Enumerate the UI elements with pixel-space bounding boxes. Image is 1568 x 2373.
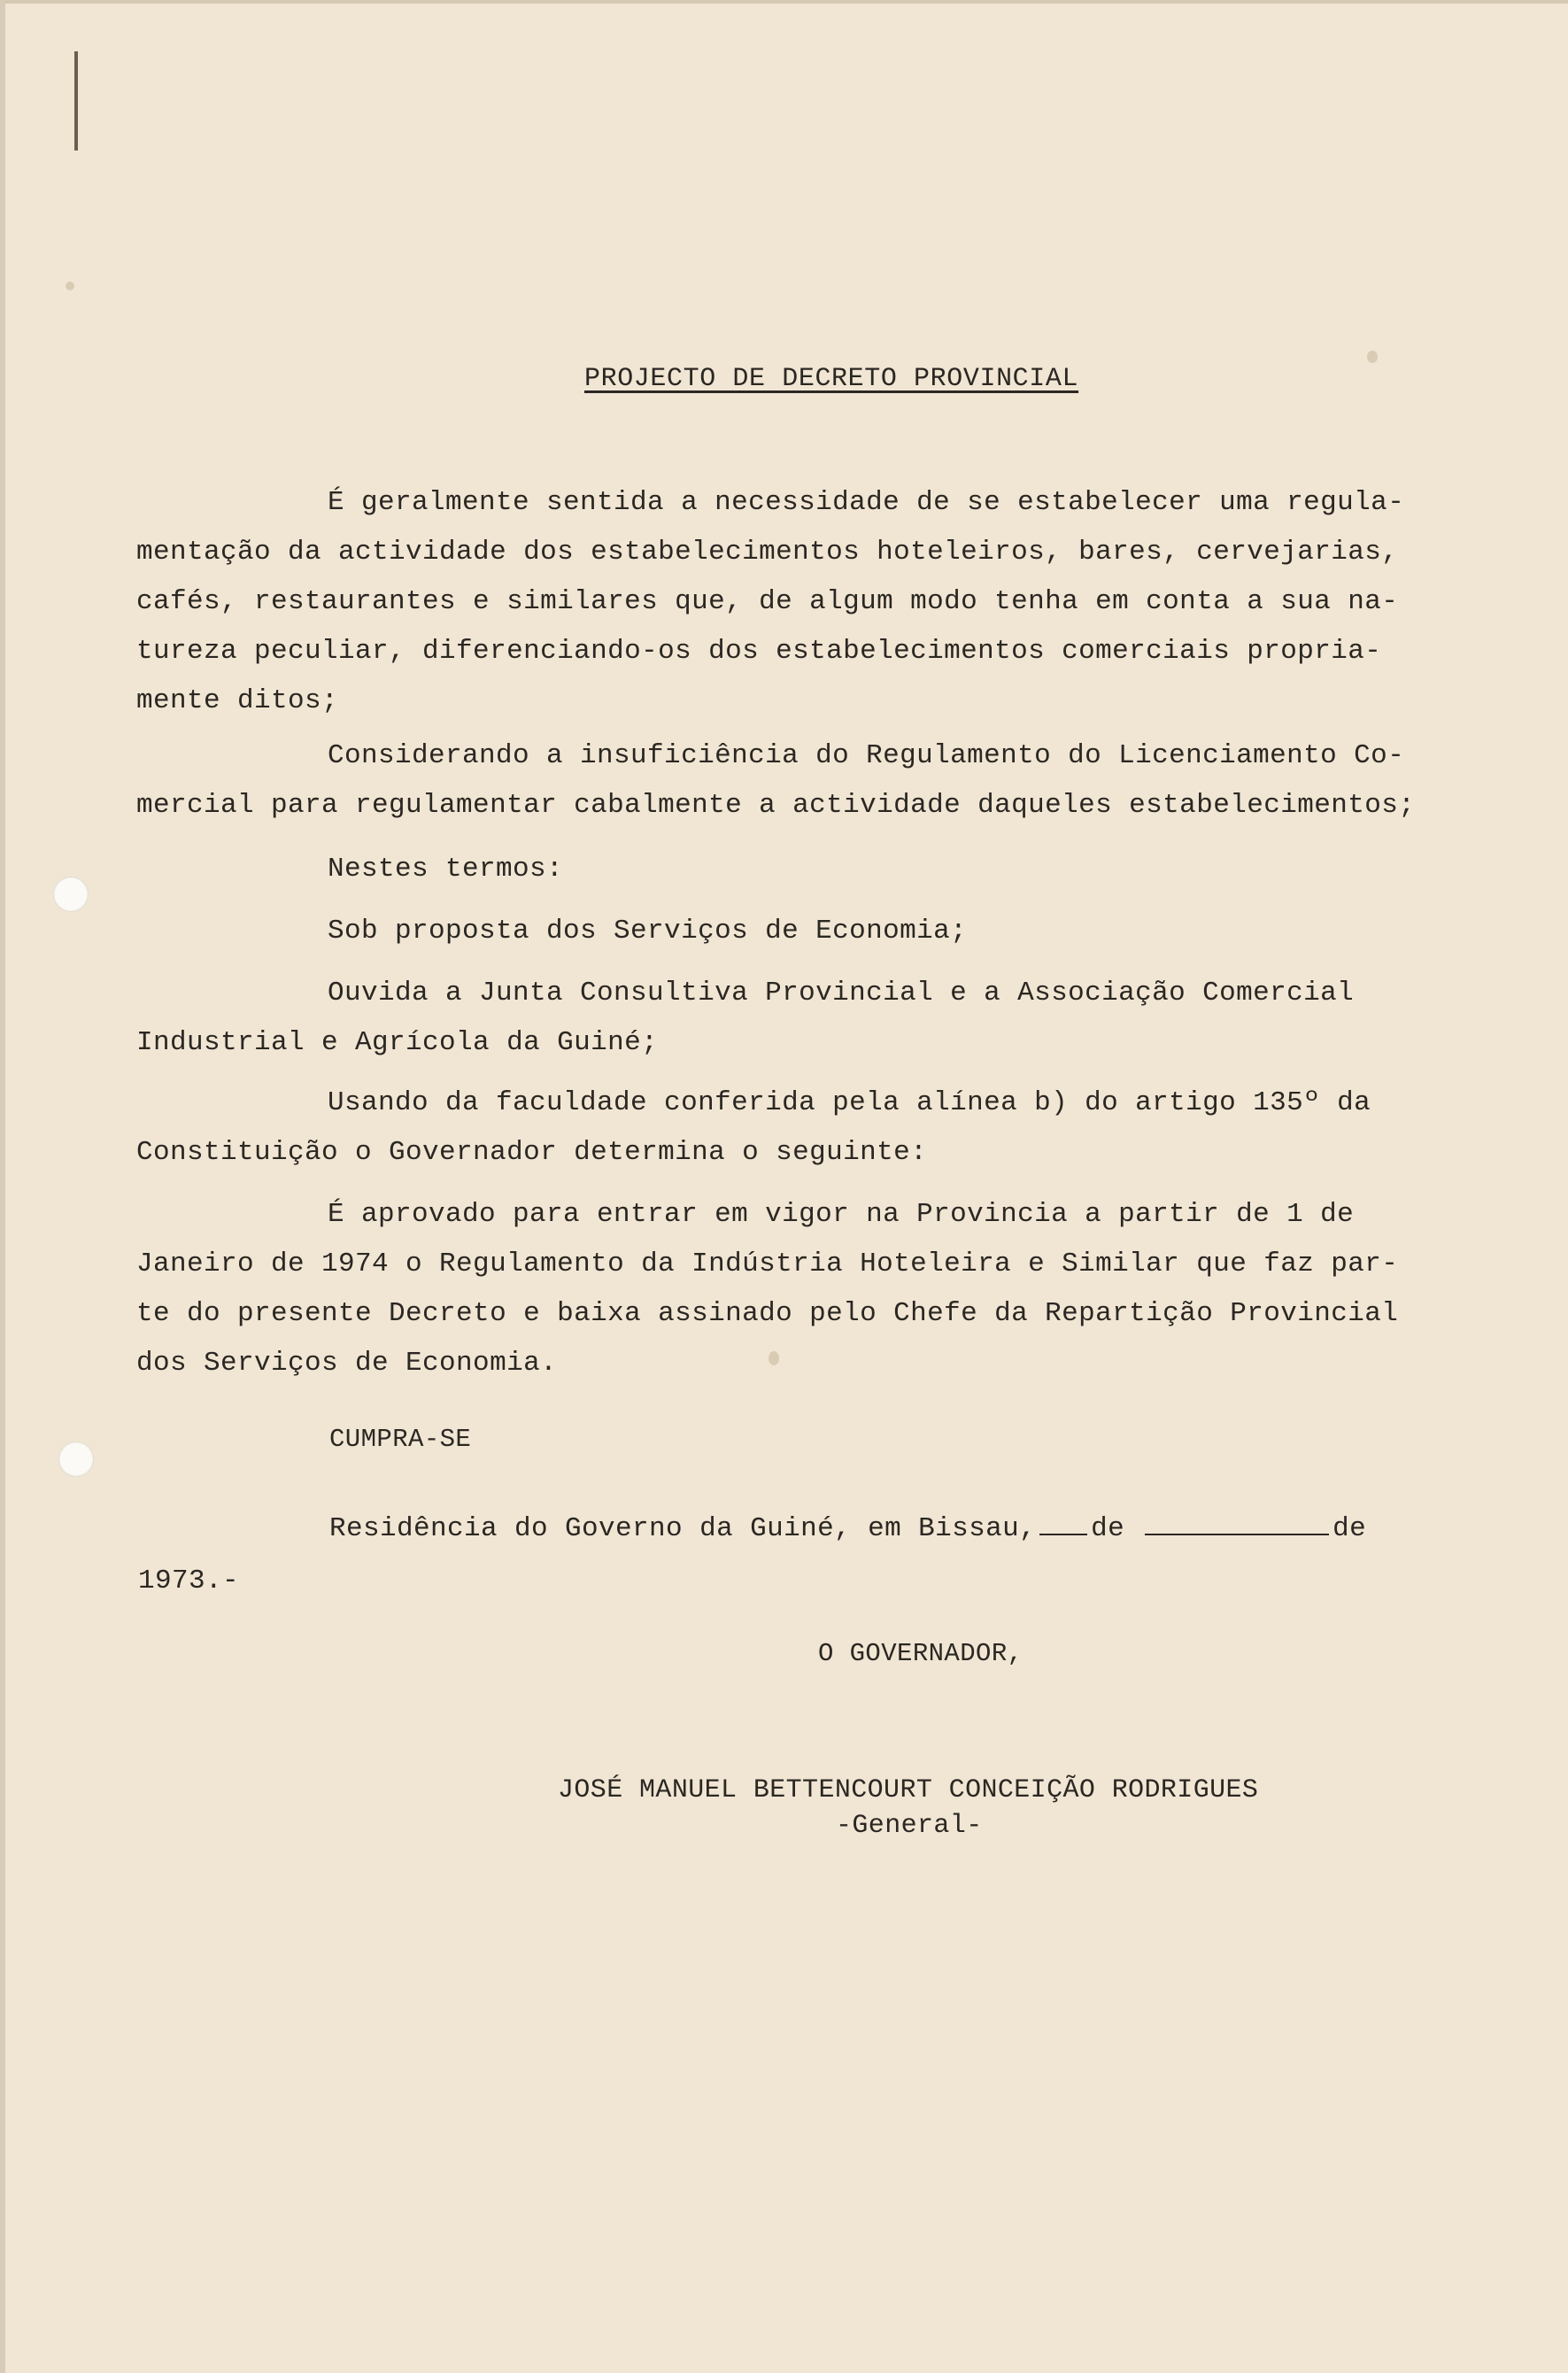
paragraph-7-line-4: dos Serviços de Economia. [136,1348,558,1379]
stain-spot [1367,351,1378,363]
punch-hole-icon [58,1442,94,1477]
paragraph-5-line-2: Industrial e Agrícola da Guiné; [136,1027,659,1058]
paper-top-edge [0,0,1568,4]
paragraph-1-line-5: mente ditos; [136,685,339,716]
paragraph-3: Nestes termos: [328,854,564,885]
stain-spot [769,1351,779,1365]
paragraph-2-line-1: Considerando a insuficiência do Regulamento do Licenciamento Co- [328,740,1405,771]
paragraph-1-line-1: É geralmente sentida a necessidade de se estabelecer uma regula- [328,487,1405,518]
paper-left-edge [0,0,5,2373]
paragraph-7-line-1: É aprovado para entrar em vigor na Provincia a partir de 1 de [328,1199,1355,1230]
paragraph-1-line-2: mentação da actividade dos estabelecimentos hoteleiros, bares, cervejarias, [136,537,1399,568]
paragraph-7-line-3: te do presente Decreto e baixa assinado pelo Chefe da Repartição Provincial [136,1298,1399,1329]
month-blank [1145,1503,1329,1535]
staple-mark [74,51,78,151]
punch-hole-icon [53,877,89,912]
stain-spot [66,282,74,290]
paragraph-6-line-2: Constituição o Governador determina o seguinte: [136,1137,928,1168]
document-title: PROJECTO DE DECRETO PROVINCIAL [584,364,1079,394]
residence-de-2: de [1332,1513,1367,1544]
paragraph-2-line-2: mercial para regulamentar cabalmente a actividade daqueles estabelecimentos; [136,790,1416,821]
residence-year: 1973.- [138,1565,240,1596]
residence-de-1: de [1091,1513,1125,1544]
paragraph-6-line-1: Usando da faculdade conferida pela alínea b) do artigo 135º da [328,1087,1371,1118]
signatory-rank: -General- [836,1811,983,1841]
signatory-name: JOSÉ MANUEL BETTENCOURT CONCEIÇÃO RODRIGUES [558,1775,1259,1805]
paragraph-1-line-3: cafés, restaurantes e similares que, de algum modo tenha em conta a sua na- [136,586,1399,617]
cumpra-se-label: CUMPRA-SE [329,1425,472,1454]
residence-line [329,1503,1366,1554]
residence-prefix: Residência do Governo da Guiné, em Bissau, [329,1513,1037,1544]
governor-label: O GOVERNADOR, [818,1639,1023,1668]
paragraph-4: Sob proposta dos Serviços de Economia; [328,916,968,947]
paragraph-1-line-4: tureza peculiar, diferenciando-os dos estabelecimentos comerciais propria- [136,636,1382,667]
paragraph-7-line-2: Janeiro de 1974 o Regulamento da Indústria Hoteleira e Similar que faz par- [136,1248,1399,1279]
day-blank [1039,1503,1087,1535]
paragraph-5-line-1: Ouvida a Junta Consultiva Provincial e a Associação Comercial [328,978,1355,1009]
